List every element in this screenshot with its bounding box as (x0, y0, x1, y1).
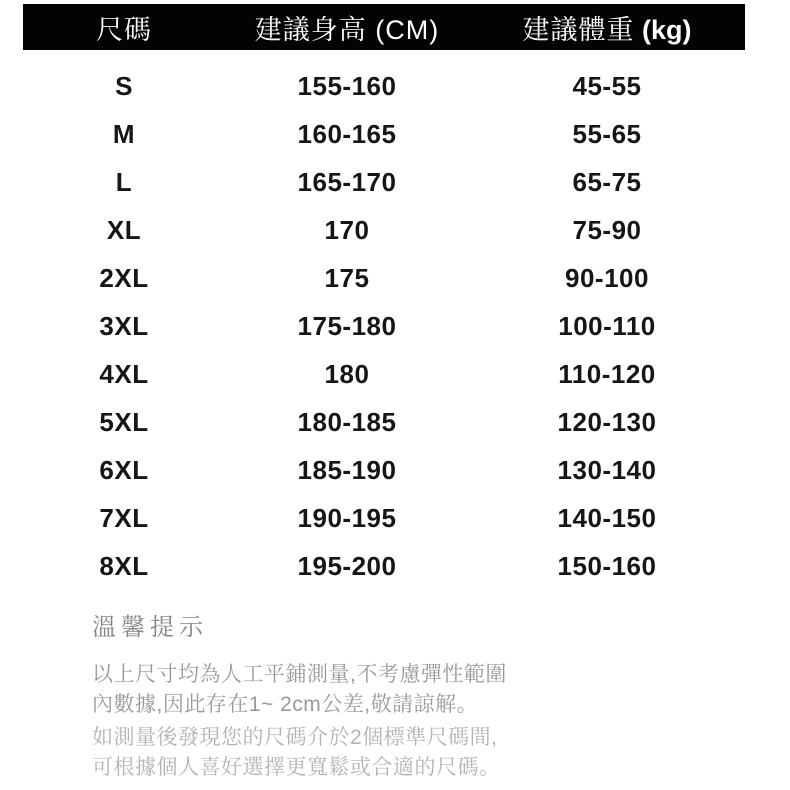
size-cell: 2XL (99, 262, 149, 293)
size-cell: 7XL (99, 502, 149, 533)
size-cell: 8XL (99, 550, 149, 581)
size-cell: 5XL (99, 406, 149, 437)
height-cell: 190-195 (297, 502, 397, 533)
tips-title: 溫馨提示 (92, 614, 208, 641)
weight-cell: 90-100 (565, 262, 649, 293)
size-cell: M (112, 118, 136, 149)
weight-cell: 100-110 (558, 310, 656, 341)
size-cell: 4XL (99, 358, 149, 389)
weight-cell: 150-160 (557, 550, 657, 581)
note1-line1: 以上尺寸均為人工平鋪測量,不考慮彈性範圍 (92, 663, 507, 686)
height-cell: 195-200 (297, 550, 397, 581)
weight-cell: 45-55 (572, 70, 642, 101)
weight-cell: 140-150 (557, 502, 657, 533)
height-cell: 180-185 (297, 406, 397, 437)
height-cell: 185-190 (297, 454, 397, 485)
height-cell: 175-180 (297, 310, 397, 341)
header-weight-label: 建議體重 (522, 14, 635, 45)
size-cell: S (115, 70, 133, 101)
weight-cell: 110-120 (558, 358, 656, 389)
header-weight-unit: (kg) (634, 14, 692, 45)
size-cell: 6XL (99, 454, 149, 485)
header-size-column: 尺碼 (96, 14, 152, 45)
height-cell: 160-165 (297, 118, 397, 149)
measurement-tolerance-note (92, 660, 507, 720)
size-selection-note (92, 723, 501, 783)
weight-cell: 75-90 (572, 214, 642, 245)
note2-line1: 如測量後發現您的尺碼介於2個標準尺碼間, (92, 726, 498, 749)
height-cell: 180 (324, 358, 370, 389)
size-cell: XL (106, 214, 142, 245)
note1-line2: 內數據,因此存在1~ 2cm公差,敬請諒解。 (92, 693, 479, 716)
size-table-body (23, 62, 745, 590)
height-cell: 170 (324, 214, 370, 245)
height-cell: 175 (324, 262, 370, 293)
size-cell: L (115, 166, 133, 197)
weight-cell: 55-65 (572, 118, 642, 149)
height-cell: 165-170 (297, 166, 397, 197)
weight-cell: 65-75 (572, 166, 642, 197)
header-height-column: 建議身高 (CM) (254, 14, 440, 45)
header-weight-column (469, 8, 745, 47)
size-cell: 3XL (99, 310, 149, 341)
size-table-header (23, 4, 745, 50)
height-cell: 155-160 (297, 70, 397, 101)
note2-line2: 可根據個人喜好選擇更寬鬆或合適的尺碼。 (92, 756, 501, 779)
weight-cell: 130-140 (557, 454, 657, 485)
weight-cell: 120-130 (557, 406, 657, 437)
